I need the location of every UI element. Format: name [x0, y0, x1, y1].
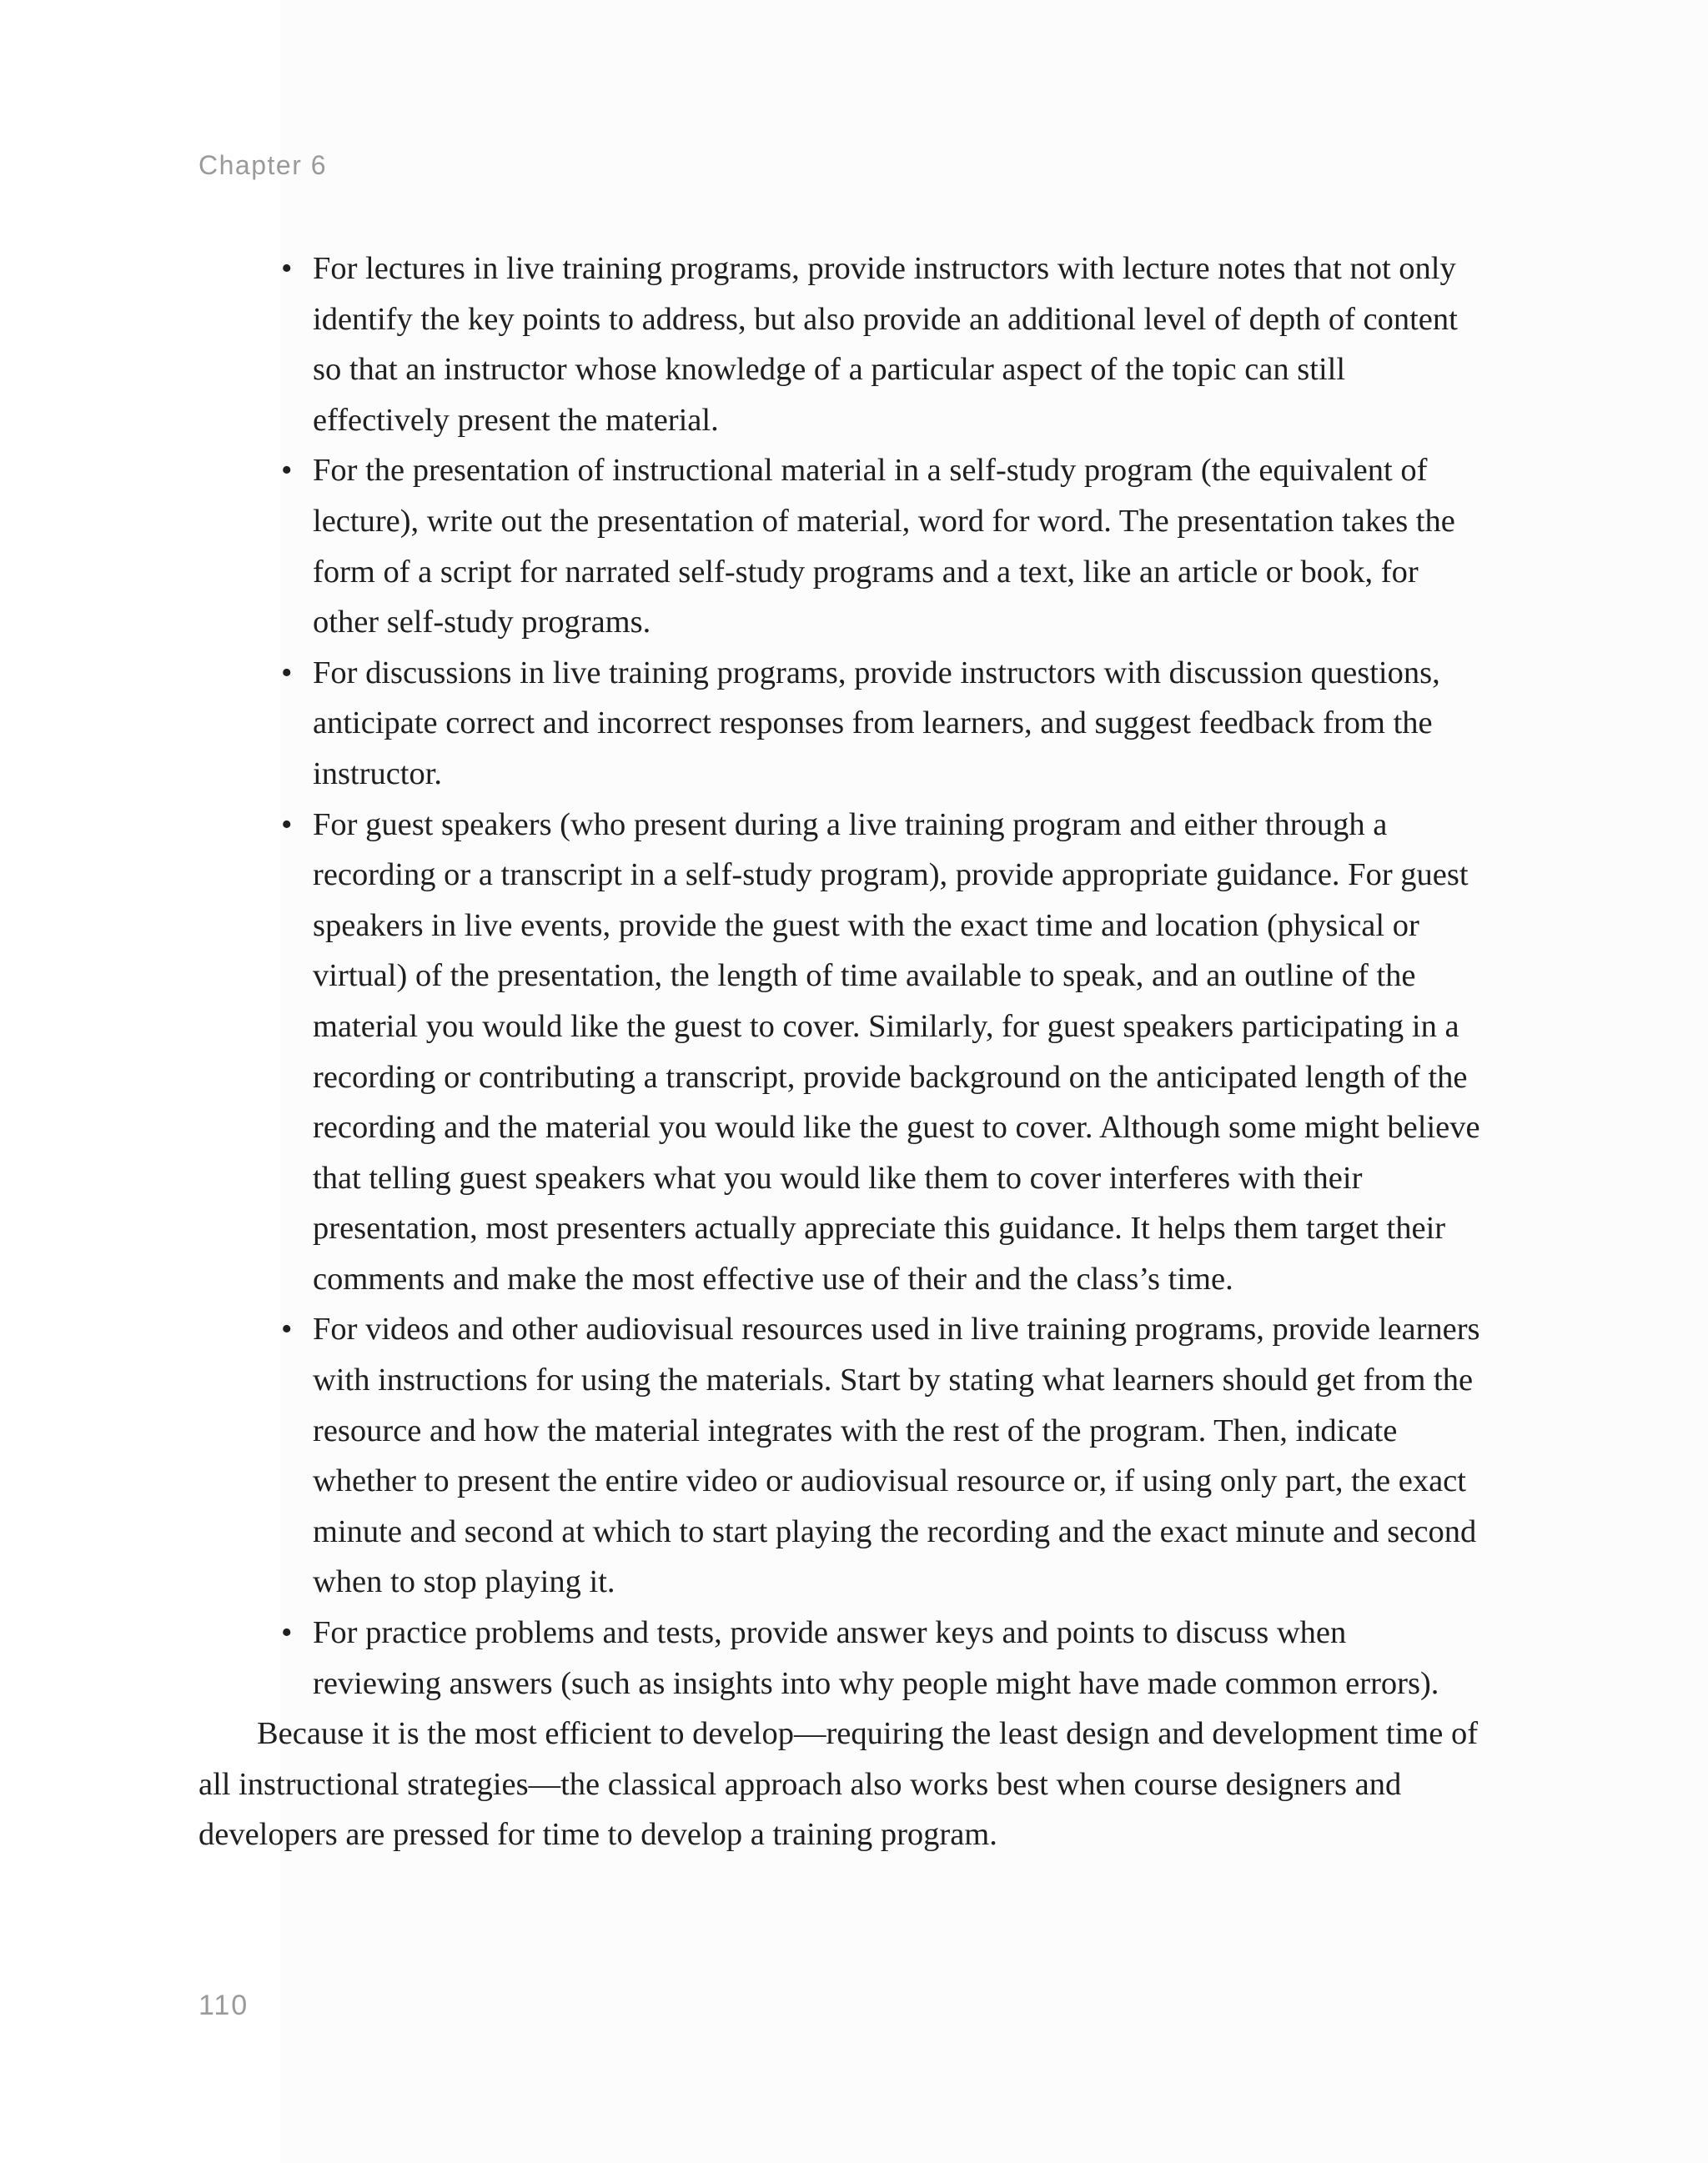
bullet-marker: •	[281, 453, 293, 489]
list-item	[281, 243, 1481, 445]
list-item-text: For videos and other audiovisual resources used in live training programs, provide learners with instructions for using the materials. Start by stating what learners should get from the resource and how the material integrates with the rest of the program. Then, indicate whether to present the entire video or audiovisual resource or, if using only part, the exact minute and second at which to start playing the recording and the exact minute and second when to stop playing it.	[313, 1312, 1480, 1600]
bullet-marker: •	[281, 1615, 293, 1651]
list-item-text: For practice problems and tests, provide answer keys and points to discuss when reviewing answers (such as insights into why people might have made common errors).	[313, 1615, 1439, 1701]
list-item	[281, 1304, 1481, 1608]
closing-paragraph: Because it is the most efficient to develop—requiring the least design and development time of all instructional strategies—the classical approach also works best when course designers and developers are pressed for time to develop a training program.	[198, 1716, 1479, 1853]
list-item-text: For lectures in live training programs, provide instructors with lecture notes that not only identify the key points to address, but also provide an additional level of depth of content so that an instructor whose knowledge of a particular aspect of the topic can still effectively present the material.	[313, 251, 1458, 438]
bullet-marker: •	[281, 655, 293, 690]
page-number: 110	[198, 1990, 249, 2021]
bullet-marker: •	[281, 806, 293, 842]
running-head: Chapter 6	[198, 150, 328, 180]
list-item-text: For the presentation of instructional material in a self-study program (the equivalent of lecture), write out the presentation of material, word for word. The presentation takes the form of a script for narrated self-study programs and a text, like an article or book, for other self-study programs.	[313, 453, 1455, 640]
list-item	[281, 800, 1481, 1305]
list-item	[281, 1608, 1481, 1709]
list-item	[281, 648, 1481, 800]
list-item	[281, 445, 1481, 647]
body-text	[198, 243, 1481, 1860]
list-item-text: For guest speakers (who present during a live training program and either through a recording or a transcript in a self-study program), provide appropriate guidance. For guest speakers in live events, provide the guest with the exact time and location (physical or virtual) of the presentation, the length of time available to speak, and an outline of the material you would like the guest to cover. Similarly, for guest speakers participating in a recording or contributing a transcript, provide background on the anticipated length of the recording and the material you would like the guest to cover. Although some might believe that telling guest speakers what you would like them to cover interferes with their presentation, most presenters actually appreciate this guidance. It helps them target their comments and make the most effective use of their and the class’s time.	[313, 806, 1480, 1297]
bullet-list	[198, 243, 1481, 1709]
list-item-text: For discussions in live training programs, provide instructors with discussion questions, anticipate correct and incorrect responses from learners, and suggest feedback from the instructor.	[313, 655, 1440, 791]
bullet-marker: •	[281, 1312, 293, 1347]
bullet-marker: •	[281, 251, 293, 286]
